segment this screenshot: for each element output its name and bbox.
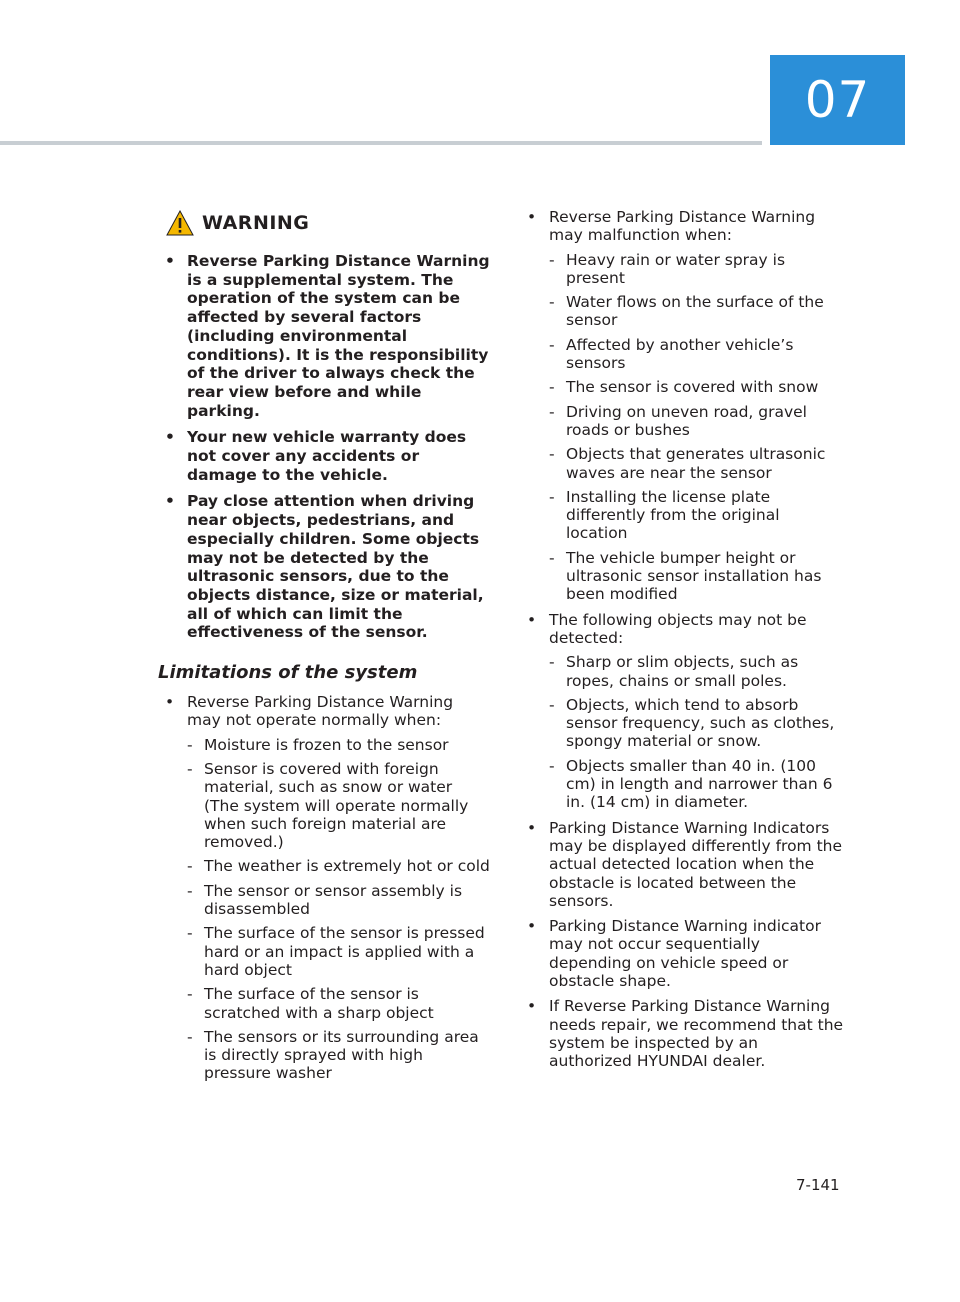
list-item — [158, 693, 490, 1083]
chapter-tab — [770, 55, 905, 145]
sub-item-text: Moisture is frozen to the sensor — [204, 735, 449, 754]
sub-item-text: Sharp or slim objects, such as ropes, chains or small poles. — [566, 653, 799, 690]
warning-item — [158, 492, 490, 642]
limitations-list-right — [520, 208, 844, 1070]
dash-mark: - — [187, 759, 193, 778]
sub-list-item — [549, 488, 844, 543]
bullet-mark: • — [527, 818, 537, 837]
list-item — [520, 819, 844, 910]
warning-heading — [166, 210, 490, 236]
list-item — [520, 917, 844, 990]
warning-item-text: Pay close attention when driving near objects, pedestrians, and especially children. Some objects may not be detected by the ultrasonic sensors, due to the objects distance, size or material, all of which can limit the effectiveness of the sensor. — [187, 492, 484, 642]
dash-mark: - — [549, 695, 555, 714]
dash-mark: - — [549, 487, 555, 506]
sub-item-text: Objects, which tend to absorb sensor frequency, such as clothes, spongy material or snow. — [566, 695, 835, 751]
dash-mark: - — [549, 756, 555, 775]
warning-item — [158, 428, 490, 484]
sub-item-text: Heavy rain or water spray is present — [566, 250, 786, 287]
list-item — [520, 997, 844, 1070]
sub-item-text: Driving on uneven road, gravel roads or bushes — [566, 402, 807, 439]
dash-mark: - — [187, 924, 193, 943]
sub-list-item — [549, 293, 844, 330]
sub-list-item — [549, 696, 844, 751]
sub-list-item — [549, 653, 844, 690]
dash-mark: - — [549, 250, 555, 269]
dash-mark: - — [187, 985, 193, 1004]
sub-list-item — [549, 549, 844, 604]
dash-mark: - — [187, 1027, 193, 1046]
sub-item-text: The vehicle bumper height or ultrasonic sensor installation has been modified — [566, 548, 822, 604]
sub-item-text: The surface of the sensor is scratched with a sharp object — [204, 985, 434, 1022]
dash-mark: - — [187, 857, 193, 876]
warning-item-text: Your new vehicle warranty does not cover any accidents or damage to the vehicle. — [187, 428, 467, 484]
warning-triangle-icon — [166, 210, 194, 236]
list-item — [520, 611, 844, 812]
list-item-text: Parking Distance Warning indicator may not occur sequentially depending on vehicle speed or obstacle shape. — [549, 917, 821, 990]
sub-list-item — [187, 760, 490, 851]
chapter-number: 07 — [804, 71, 871, 129]
sub-item-text: The sensor is covered with snow — [566, 378, 819, 397]
sub-list-item — [549, 757, 844, 812]
dash-mark: - — [187, 881, 193, 900]
sub-list-item — [187, 1028, 490, 1083]
warning-item — [158, 252, 490, 420]
sub-item-text: Installing the license plate differently from the original location — [566, 487, 780, 543]
bullet-mark: • — [527, 917, 537, 936]
sub-list-item — [187, 924, 490, 979]
dash-mark: - — [549, 445, 555, 464]
sub-list-item — [549, 403, 844, 440]
sub-list-item — [549, 378, 844, 396]
sub-list — [549, 251, 844, 604]
sub-item-text: Objects that generates ultrasonic waves are near the sensor — [566, 445, 826, 482]
bullet-mark: • — [527, 997, 537, 1016]
dash-mark: - — [549, 548, 555, 567]
dash-mark: - — [549, 293, 555, 312]
sub-item-text: The sensor or sensor assembly is disassembled — [204, 881, 463, 919]
right-column — [520, 208, 844, 1077]
dash-mark: - — [549, 378, 555, 397]
list-item-text: Reverse Parking Distance Warning may not operate normally when: — [187, 693, 454, 730]
sub-list-item — [549, 445, 844, 482]
bullet-mark: • — [527, 610, 537, 629]
sub-item-text: The surface of the sensor is pressed hard or an impact is applied with a hard object — [204, 924, 485, 979]
list-item-text: Reverse Parking Distance Warning may malfunction when: — [549, 208, 816, 245]
warning-title: WARNING — [202, 212, 310, 234]
sub-list-item — [187, 882, 490, 919]
bullet-mark: • — [165, 252, 175, 270]
sub-list-item — [187, 857, 490, 875]
sub-item-text: Affected by another vehicle’s sensors — [566, 335, 794, 373]
list-item-text: If Reverse Parking Distance Warning needs repair, we recommend that the system be inspected by an authorized HYUNDAI dealer. — [549, 997, 844, 1071]
sub-list-item — [549, 251, 844, 288]
sub-list-item — [187, 985, 490, 1022]
sub-list-item — [187, 736, 490, 754]
bullet-mark: • — [165, 693, 175, 712]
dash-mark: - — [549, 402, 555, 421]
list-item-text: The following objects may not be detected: — [549, 610, 807, 647]
page-number: 7-141 — [796, 1176, 840, 1194]
sub-list — [549, 653, 844, 811]
header-rule — [0, 141, 762, 145]
bullet-mark: • — [165, 492, 175, 511]
list-item — [520, 208, 844, 604]
left-column — [158, 210, 490, 1090]
warning-item-text: Reverse Parking Distance Warning is a supplemental system. The operation of the system can be affected by several factors (including environmental conditions). It is the responsibility of the driver to always check the rear view before and while parking. — [187, 252, 490, 420]
sub-item-text: Water flows on the surface of the sensor — [566, 293, 824, 330]
section-title: Limitations of the system — [158, 662, 418, 684]
list-item-text: Parking Distance Warning Indicators may be displayed differently from the actual detected location when the obstacle is located between the sensors. — [549, 818, 843, 910]
bullet-mark: • — [527, 208, 537, 226]
sub-item-text: The sensors or its surrounding area is directly sprayed with high pressure washer — [204, 1027, 479, 1083]
limitations-list-left — [158, 693, 490, 1083]
warning-list — [158, 252, 490, 642]
dash-mark: - — [549, 335, 555, 354]
bullet-mark: • — [165, 428, 175, 447]
dash-mark: - — [549, 653, 555, 672]
sub-list — [187, 736, 490, 1083]
sub-list-item — [549, 336, 844, 373]
sub-item-text: The weather is extremely hot or cold — [204, 857, 490, 876]
sub-item-text: Sensor is covered with foreign material, such as snow or water (The system will operate normally when such foreign material are removed.) — [204, 759, 469, 852]
dash-mark: - — [187, 735, 193, 754]
sub-item-text: Objects smaller than 40 in. (100 cm) in length and narrower than 6 in. (14 cm) in diameter. — [566, 756, 833, 812]
